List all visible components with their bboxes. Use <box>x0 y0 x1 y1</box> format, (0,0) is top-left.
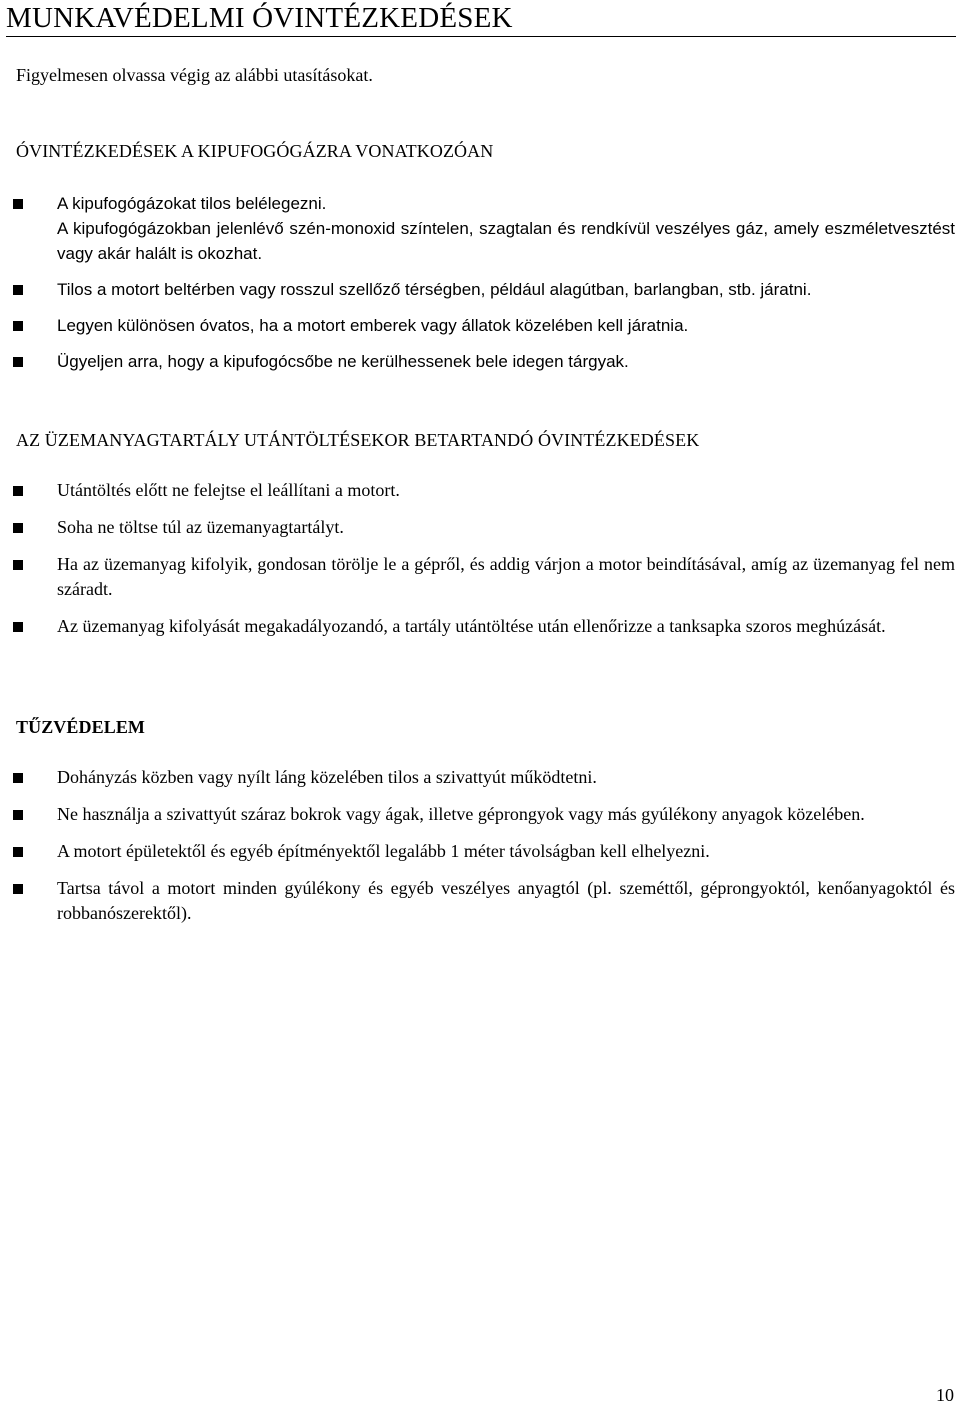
list-item-text: Ha az üzemanyag kifolyik, gondosan törölje le a gépről, és addig várjon a motor beindításával, amíg az üzemanyag fel nem száradt. <box>57 554 955 599</box>
list-item <box>0 478 960 503</box>
list-item <box>0 765 960 790</box>
page-number: 10 <box>936 1385 954 1405</box>
fire-list <box>0 765 960 926</box>
list-item-text: A motort épületektől és egyéb építményektől legalább 1 méter távolságban kell elhelyezni. <box>57 841 710 861</box>
bullet-square-icon <box>13 847 23 857</box>
bullet-square-icon <box>13 810 23 820</box>
list-item <box>0 876 960 926</box>
list-item <box>0 313 960 338</box>
bullet-square-icon <box>13 884 23 894</box>
list-item-text: Tartsa távol a motort minden gyúlékony és egyéb veszélyes anyagtól (pl. szeméttől, géprongyoktól, kenőanyagoktól és robbanószerektől). <box>57 878 955 923</box>
bullet-square-icon <box>13 622 23 632</box>
bullet-square-icon <box>13 560 23 570</box>
list-item-text: Ne használja a szivattyút száraz bokrok vagy ágak, illetve géprongyok vagy más gyúlékony anyagok közelében. <box>57 804 865 824</box>
bullet-square-icon <box>13 285 23 295</box>
list-item-text: Dohányzás közben vagy nyílt láng közelében tilos a szivattyút működtetni. <box>57 767 597 787</box>
list-item-text: A kipufogógázokat tilos belélegezni. <box>57 194 327 213</box>
list-item <box>0 839 960 864</box>
intro-text: Figyelmesen olvassa végig az alábbi utasításokat. <box>16 65 373 85</box>
section-heading-refuel: AZ ÜZEMANYAGTARTÁLY UTÁNTÖLTÉSEKOR BETARTANDÓ ÓVINTÉZKEDÉSEK <box>16 430 700 450</box>
bullet-square-icon <box>13 321 23 331</box>
exhaust-list <box>0 191 960 374</box>
bullet-square-icon <box>13 486 23 496</box>
list-item <box>0 191 960 266</box>
section-heading-fire: TŰZVÉDELEM <box>16 717 146 737</box>
list-item <box>0 515 960 540</box>
bullet-square-icon <box>13 773 23 783</box>
list-item-text: Az üzemanyag kifolyását megakadályozandó, a tartály utántöltése után ellenőrizze a tanksapka szoros meghúzását. <box>57 616 886 636</box>
bullet-square-icon <box>13 357 23 367</box>
list-item-text: Soha ne töltse túl az üzemanyagtartályt. <box>57 517 344 537</box>
list-item-subtext: A kipufogógázokban jelenlévő szén-monoxid színtelen, szagtalan és rendkívül veszélyes gáz, amely eszméletvesztést vagy akár halált is okozhat. <box>57 219 955 263</box>
list-item-text: Utántöltés előtt ne felejtse el leállítani a motort. <box>57 480 400 500</box>
list-item <box>0 349 960 374</box>
list-item <box>0 277 960 302</box>
list-item-text: Legyen különösen óvatos, ha a motort emberek vagy állatok közelében kell járatnia. <box>57 316 689 335</box>
bullet-square-icon <box>13 523 23 533</box>
list-item <box>0 802 960 827</box>
page-title: MUNKAVÉDELMI ÓVINTÉZKEDÉSEK <box>6 0 956 37</box>
list-item-text: Ügyeljen arra, hogy a kipufogócsőbe ne kerülhessenek bele idegen tárgyak. <box>57 352 629 371</box>
list-item-text: Tilos a motort beltérben vagy rosszul szellőző térségben, például alagútban, barlangban, stb. járatni. <box>57 280 812 299</box>
bullet-square-icon <box>13 199 23 209</box>
refuel-list <box>0 478 960 639</box>
section-heading-exhaust: ÓVINTÉZKEDÉSEK A KIPUFOGÓGÁZRA VONATKOZÓAN <box>16 141 494 161</box>
list-item <box>0 614 960 639</box>
list-item <box>0 552 960 602</box>
